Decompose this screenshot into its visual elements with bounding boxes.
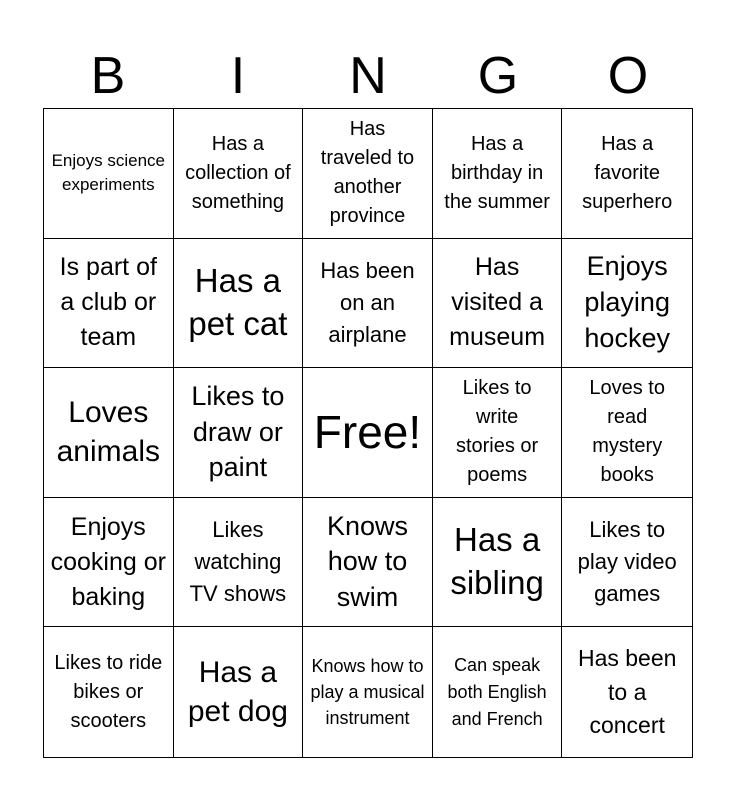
header-letter-n: N [349,47,387,105]
bingo-cell-14[interactable] [433,368,563,498]
bingo-cell-text: Enjoys cooking or baking [50,512,166,611]
bingo-cell-24[interactable] [433,627,563,757]
bingo-cell-23[interactable] [303,627,433,757]
bingo-cell-text: Knows how to swim [326,510,409,612]
header-letter-g: G [477,47,519,105]
bingo-cell-7[interactable] [174,239,304,369]
bingo-cell-text: Enjoys science experiments [51,150,165,195]
bingo-cell-text: Is part of a club or team [59,253,157,352]
bingo-cell-4[interactable] [433,109,563,239]
bingo-cell-text: Can speak both English and French [447,654,547,729]
bingo-cell-15[interactable] [562,368,692,498]
bingo-cell-8[interactable] [303,239,433,369]
bingo-cell-11[interactable] [44,368,174,498]
bingo-cell-2[interactable] [174,109,304,239]
bingo-cell-text: Has a pet dog [187,655,288,729]
bingo-cell-text: Likes to ride bikes or scooters [54,651,163,732]
bingo-cell-21[interactable] [44,627,174,757]
bingo-cell-free[interactable] [303,368,433,498]
bingo-cell-text: Has been on an airplane [320,258,415,347]
header-letter-b: B [90,47,126,105]
bingo-cell-text: Has been to a concert [577,645,677,738]
bingo-cell-text: Has traveled to another province [320,118,415,228]
bingo-cell-5[interactable] [562,109,692,239]
bingo-cell-text: Likes to play video games [577,517,677,607]
bingo-card-grid [43,108,693,758]
bingo-cell-10[interactable] [562,239,692,369]
bingo-cell-6[interactable] [44,239,174,369]
bingo-cell-12[interactable] [174,368,304,498]
bingo-cell-3[interactable] [303,109,433,239]
bingo-cell-text: Loves animals [56,395,160,469]
bingo-cell-text: Has a pet cat [188,262,288,342]
header-letter-i: I [230,47,246,105]
bingo-cell-20[interactable] [562,498,692,628]
bingo-cell-1[interactable] [44,109,174,239]
bingo-cell-text: Loves to read mystery books [589,377,665,487]
bingo-cell-17[interactable] [174,498,304,628]
bingo-cell-text: Likes to draw or paint [191,381,285,483]
bingo-cell-text: Likes to write stories or poems [455,377,539,487]
bingo-cell-text: Has a birthday in the summer [444,132,550,213]
bingo-header [43,44,693,108]
bingo-cell-text: Enjoys playing hockey [584,251,670,353]
bingo-cell-16[interactable] [44,498,174,628]
bingo-cell-text: Knows how to play a musical instrument [310,656,425,729]
bingo-cell-text: Has a collection of something [185,132,291,213]
bingo-cell-text: Has a favorite superhero [582,132,673,213]
bingo-cell-25[interactable] [562,627,692,757]
bingo-cell-22[interactable] [174,627,304,757]
bingo-cell-text: Likes watching TV shows [189,517,287,607]
bingo-cell-9[interactable] [433,239,563,369]
bingo-cell-19[interactable] [433,498,563,628]
free-space-text: Free! [313,406,422,459]
bingo-cell-18[interactable] [303,498,433,628]
header-letter-o: O [607,47,649,105]
bingo-cell-text: Has a sibling [450,521,544,602]
bingo-cell-text: Has visited a museum [449,253,546,352]
